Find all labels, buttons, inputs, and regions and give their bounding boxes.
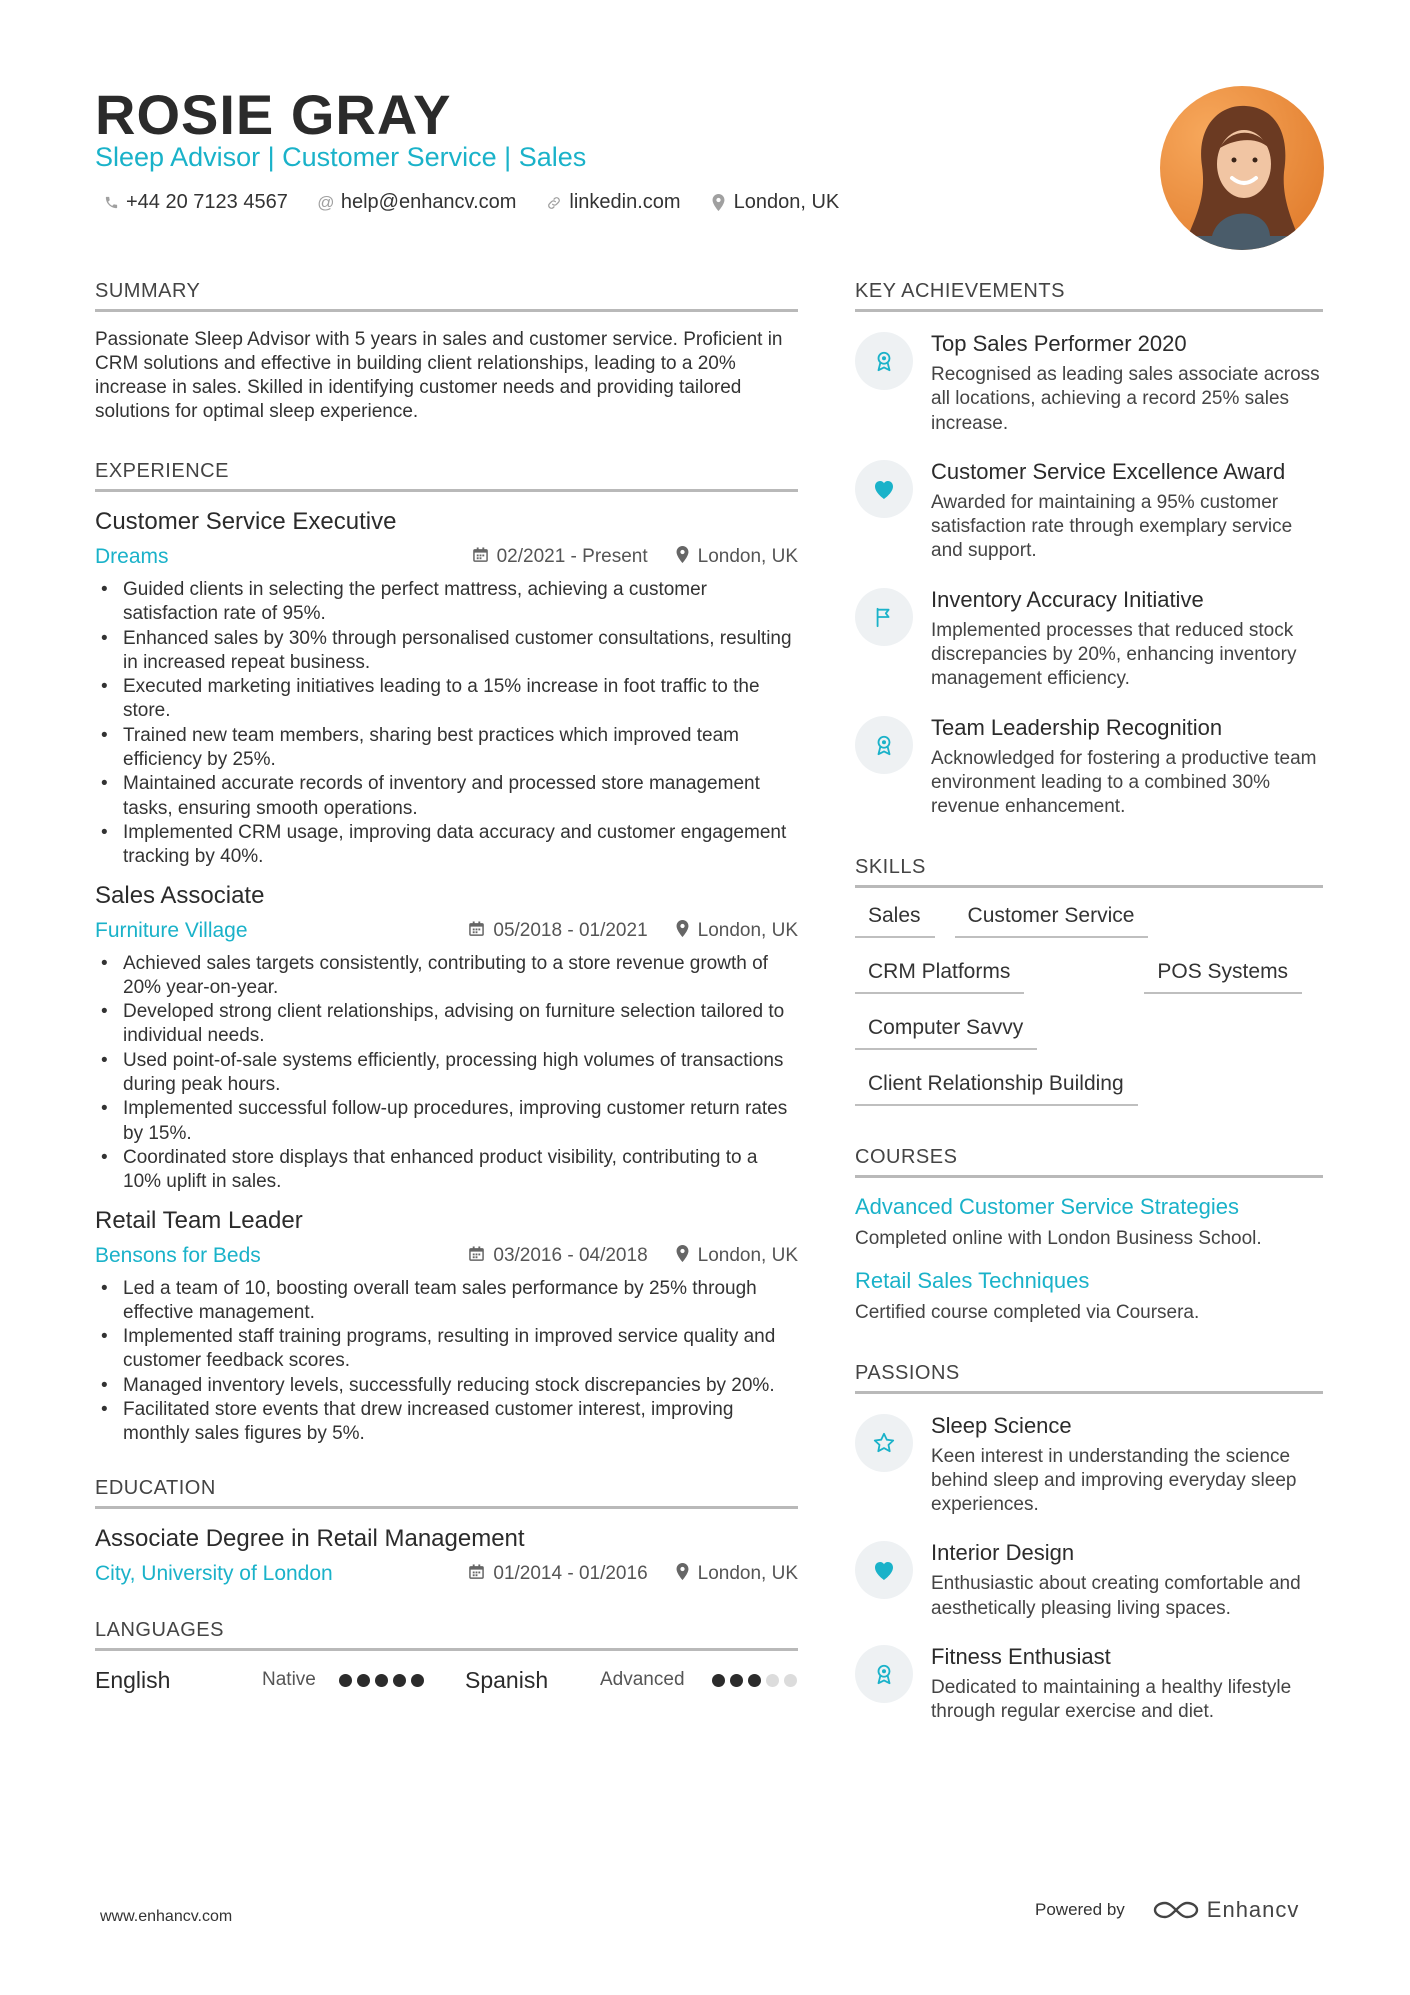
flag-icon xyxy=(855,588,913,646)
job-meta xyxy=(95,1241,798,1271)
course-title[interactable]: Retail Sales Techniques xyxy=(855,1267,1090,1293)
passion-title: Interior Design xyxy=(931,1540,1075,1566)
proficiency-dot-empty xyxy=(766,1674,779,1687)
bullet-item: • Implemented staff training programs, resulting in improved service quality and customer feedback scores. xyxy=(95,1325,798,1374)
job-location xyxy=(676,920,798,942)
achievement-item xyxy=(855,458,1323,564)
job-dates xyxy=(469,920,647,942)
award-icon xyxy=(855,1645,913,1703)
link-icon xyxy=(546,195,562,211)
achievements-heading: KEY ACHIEVEMENTS xyxy=(855,280,1323,312)
job-location-text: London, UK xyxy=(697,1244,798,1266)
job-bullets xyxy=(95,1277,798,1447)
passion-item xyxy=(855,1539,1323,1621)
job-title: Sales Associate xyxy=(95,881,265,909)
at-icon: @ xyxy=(317,192,335,212)
proficiency-dot-filled xyxy=(712,1674,725,1687)
contact-phone[interactable] xyxy=(103,191,288,214)
company-name[interactable]: Bensons for Beds xyxy=(95,1243,261,1267)
job-meta xyxy=(95,916,798,946)
skill-tag: CRM Platforms xyxy=(855,960,1024,994)
location-icon xyxy=(676,546,689,568)
proficiency-dot-filled xyxy=(748,1674,761,1687)
bullet-item: • Coordinated store displays that enhanced product visibility, contributing to a 10% uplift in sales. xyxy=(95,1146,798,1195)
profile-photo xyxy=(1160,86,1324,250)
achievement-item xyxy=(855,714,1323,820)
language-proficiency-dots xyxy=(712,1674,797,1687)
education-location-text: London, UK xyxy=(697,1562,798,1584)
bullet-item: • Executed marketing initiatives leading to a 15% increase in foot traffic to the store. xyxy=(95,675,798,724)
bullet-item: • Facilitated store events that drew increased customer interest, improving monthly sales figures by 5%. xyxy=(95,1398,798,1447)
job-entry xyxy=(95,882,798,1195)
language-level: Native xyxy=(262,1669,316,1691)
language-level: Advanced xyxy=(600,1669,685,1691)
education-heading: EDUCATION xyxy=(95,1477,798,1509)
calendar-icon xyxy=(469,1564,484,1584)
proficiency-dot-filled xyxy=(375,1674,388,1687)
location-icon xyxy=(711,194,727,211)
footer-website[interactable]: www.enhancv.com xyxy=(100,1908,233,1925)
job-bullets xyxy=(95,578,798,870)
candidate-title: Sleep Advisor | Customer Service | Sales xyxy=(95,142,587,172)
skill-tag: Computer Savvy xyxy=(855,1016,1037,1050)
achievement-desc: Acknowledged for fostering a productive team environment leading to a combined 30% revenue enhancement. xyxy=(931,747,1317,818)
bullet-item: • Used point-of-sale systems efficiently, processing high volumes of transactions during peak hours. xyxy=(95,1049,798,1098)
phone-icon xyxy=(103,195,119,210)
passion-item xyxy=(855,1643,1323,1725)
achievement-title: Team Leadership Recognition xyxy=(931,714,1223,740)
job-location-text: London, UK xyxy=(697,919,798,941)
languages-heading: LANGUAGES xyxy=(95,1619,798,1651)
footer-powered-by xyxy=(1035,1897,1299,1923)
bullet-item: • Managed inventory levels, successfully reducing stock discrepancies by 20%. xyxy=(95,1374,798,1398)
summary-text: Passionate Sleep Advisor with 5 years in sales and customer service. Proficient in CRM solutions and effective in building client relationships, leading to a 20% increase in sales. Skilled in identifying customer needs and providing tailored solutions for optimal sleep experience. xyxy=(95,329,783,422)
passion-title: Sleep Science xyxy=(931,1412,1072,1438)
heart-icon xyxy=(855,460,913,518)
enhancv-logo[interactable] xyxy=(1153,1897,1300,1923)
location-icon xyxy=(676,1563,689,1585)
passion-title: Fitness Enthusiast xyxy=(931,1644,1111,1670)
course-item xyxy=(855,1194,1323,1250)
course-desc: Certified course completed via Coursera. xyxy=(855,1301,1200,1323)
enhancv-logo-icon xyxy=(1153,1899,1199,1921)
education-dates-text: 01/2014 - 01/2016 xyxy=(493,1562,648,1584)
job-meta xyxy=(95,542,798,572)
experience-heading: EXPERIENCE xyxy=(95,460,798,492)
achievement-item xyxy=(855,330,1323,436)
bullet-item: • Developed strong client relationships, advising on furniture selection tailored to individual needs. xyxy=(95,1000,798,1049)
degree-title: Associate Degree in Retail Management xyxy=(95,1524,525,1552)
award-icon xyxy=(855,716,913,774)
passions-heading: PASSIONS xyxy=(855,1362,1323,1394)
passion-desc: Dedicated to maintaining a healthy lifestyle through regular exercise and diet. xyxy=(931,1677,1292,1723)
job-entry xyxy=(95,508,798,870)
proficiency-dot-filled xyxy=(411,1674,424,1687)
achievement-desc: Recognised as leading sales associate across all locations, achieving a record 25% sales increase. xyxy=(931,364,1320,434)
language-name: Spanish xyxy=(465,1666,549,1693)
job-entry xyxy=(95,1207,798,1447)
proficiency-dot-empty xyxy=(784,1674,797,1687)
contact-location xyxy=(711,191,840,214)
achievement-title: Customer Service Excellence Award xyxy=(931,458,1286,484)
school-name[interactable]: City, University of London xyxy=(95,1561,333,1585)
course-item xyxy=(855,1268,1323,1324)
company-name[interactable]: Furniture Village xyxy=(95,918,248,942)
skill-tag: Sales xyxy=(855,904,935,938)
course-title[interactable]: Advanced Customer Service Strategies xyxy=(855,1193,1239,1219)
skills-heading: SKILLS xyxy=(855,856,1323,888)
achievement-title: Inventory Accuracy Initiative xyxy=(931,586,1204,612)
language-name: English xyxy=(95,1666,171,1693)
passion-item xyxy=(855,1412,1323,1518)
powered-by-label: Powered by xyxy=(1035,1900,1125,1919)
achievement-item xyxy=(855,586,1323,692)
proficiency-dot-filled xyxy=(730,1674,743,1687)
achievement-desc: Implemented processes that reduced stock discrepancies by 20%, enhancing inventory management efficiency. xyxy=(931,619,1297,690)
passion-desc: Enthusiastic about creating comfortable and aesthetically pleasing living spaces. xyxy=(931,1573,1301,1619)
languages-row xyxy=(95,1667,798,1694)
course-desc: Completed online with London Business School. xyxy=(855,1227,1262,1249)
achievements-list xyxy=(855,330,1323,820)
right-column xyxy=(855,280,1323,1747)
language-item xyxy=(465,1667,798,1694)
proficiency-dot-filled xyxy=(393,1674,406,1687)
bullet-item: • Enhanced sales by 30% through personalised customer consultations, resulting in increased repeat business. xyxy=(95,627,798,676)
job-location-text: London, UK xyxy=(697,546,798,567)
candidate-name: ROSIE GRAY xyxy=(95,83,452,146)
job-dates-text: 02/2021 - Present xyxy=(496,546,648,567)
education-meta-right xyxy=(469,1563,798,1585)
job-meta-right xyxy=(473,546,798,568)
job-location xyxy=(676,546,798,568)
education-location xyxy=(676,1563,798,1585)
contact-bar xyxy=(103,191,839,214)
left-column xyxy=(95,280,798,1694)
job-meta-right xyxy=(469,920,798,942)
calendar-icon xyxy=(469,921,484,941)
job-meta-right xyxy=(469,1245,798,1267)
passion-desc: Keen interest in understanding the science behind sleep and improving everyday sleep experiences. xyxy=(931,1445,1297,1516)
contact-linkedin-text: linkedin.com xyxy=(569,191,681,213)
proficiency-dot-filled xyxy=(357,1674,370,1687)
passions-list xyxy=(855,1412,1323,1725)
location-icon xyxy=(676,1245,689,1267)
proficiency-dot-filled xyxy=(339,1674,352,1687)
language-proficiency-dots xyxy=(339,1674,424,1687)
contact-linkedin[interactable] xyxy=(546,191,680,214)
bullet-item: • Implemented CRM usage, improving data accuracy and customer engagement tracking by 40%. xyxy=(95,821,798,870)
skills-list xyxy=(855,904,1323,1106)
education-meta xyxy=(95,1559,798,1589)
education-entry xyxy=(95,1525,798,1589)
heart-icon xyxy=(855,1541,913,1599)
calendar-icon xyxy=(469,1246,484,1266)
contact-phone-text: +44 20 7123 4567 xyxy=(126,191,288,213)
calendar-icon xyxy=(473,547,488,567)
bullet-item: • Led a team of 10, boosting overall team sales performance by 25% through effective management. xyxy=(95,1277,798,1326)
contact-location-text: London, UK xyxy=(733,191,840,213)
job-bullets xyxy=(95,952,798,1195)
job-dates-text: 05/2018 - 01/2021 xyxy=(493,919,648,941)
achievement-title: Top Sales Performer 2020 xyxy=(931,331,1187,356)
job-title: Customer Service Executive xyxy=(95,508,397,535)
skill-tag: Customer Service xyxy=(955,904,1149,938)
brand-name: Enhancv xyxy=(1206,1897,1300,1922)
bullet-item: • Guided clients in selecting the perfect mattress, achieving a customer satisfaction rate of 95%. xyxy=(95,578,798,627)
star-icon xyxy=(855,1414,913,1472)
education-dates xyxy=(469,1563,647,1585)
location-icon xyxy=(676,920,689,942)
company-name[interactable]: Dreams xyxy=(95,545,169,568)
bullet-item: • Trained new team members, sharing best practices which improved team efficiency by 25%. xyxy=(95,724,798,773)
award-icon xyxy=(855,332,913,390)
language-item xyxy=(95,1667,465,1694)
job-dates-text: 03/2016 - 04/2018 xyxy=(493,1244,648,1266)
summary-heading: SUMMARY xyxy=(95,280,798,312)
contact-email[interactable] xyxy=(318,191,517,214)
courses-heading: COURSES xyxy=(855,1146,1323,1178)
job-location xyxy=(676,1245,798,1267)
bullet-item: • Implemented successful follow-up procedures, improving customer return rates by 15%. xyxy=(95,1097,798,1146)
job-title: Retail Team Leader xyxy=(95,1206,303,1234)
bullet-item: • Achieved sales targets consistently, contributing to a store revenue growth of 20% year-on-year. xyxy=(95,952,798,1001)
job-dates xyxy=(469,1245,647,1267)
achievement-desc: Awarded for maintaining a 95% customer satisfaction rate through exemplary service and support. xyxy=(931,491,1293,562)
contact-email-text: help@enhancv.com xyxy=(340,191,517,213)
job-dates xyxy=(473,546,648,568)
bullet-item: • Maintained accurate records of inventory and processed store management tasks, ensuring smooth operations. xyxy=(95,772,798,821)
skill-tag: POS Systems xyxy=(1144,960,1302,994)
skill-tag: Client Relationship Building xyxy=(855,1072,1138,1106)
